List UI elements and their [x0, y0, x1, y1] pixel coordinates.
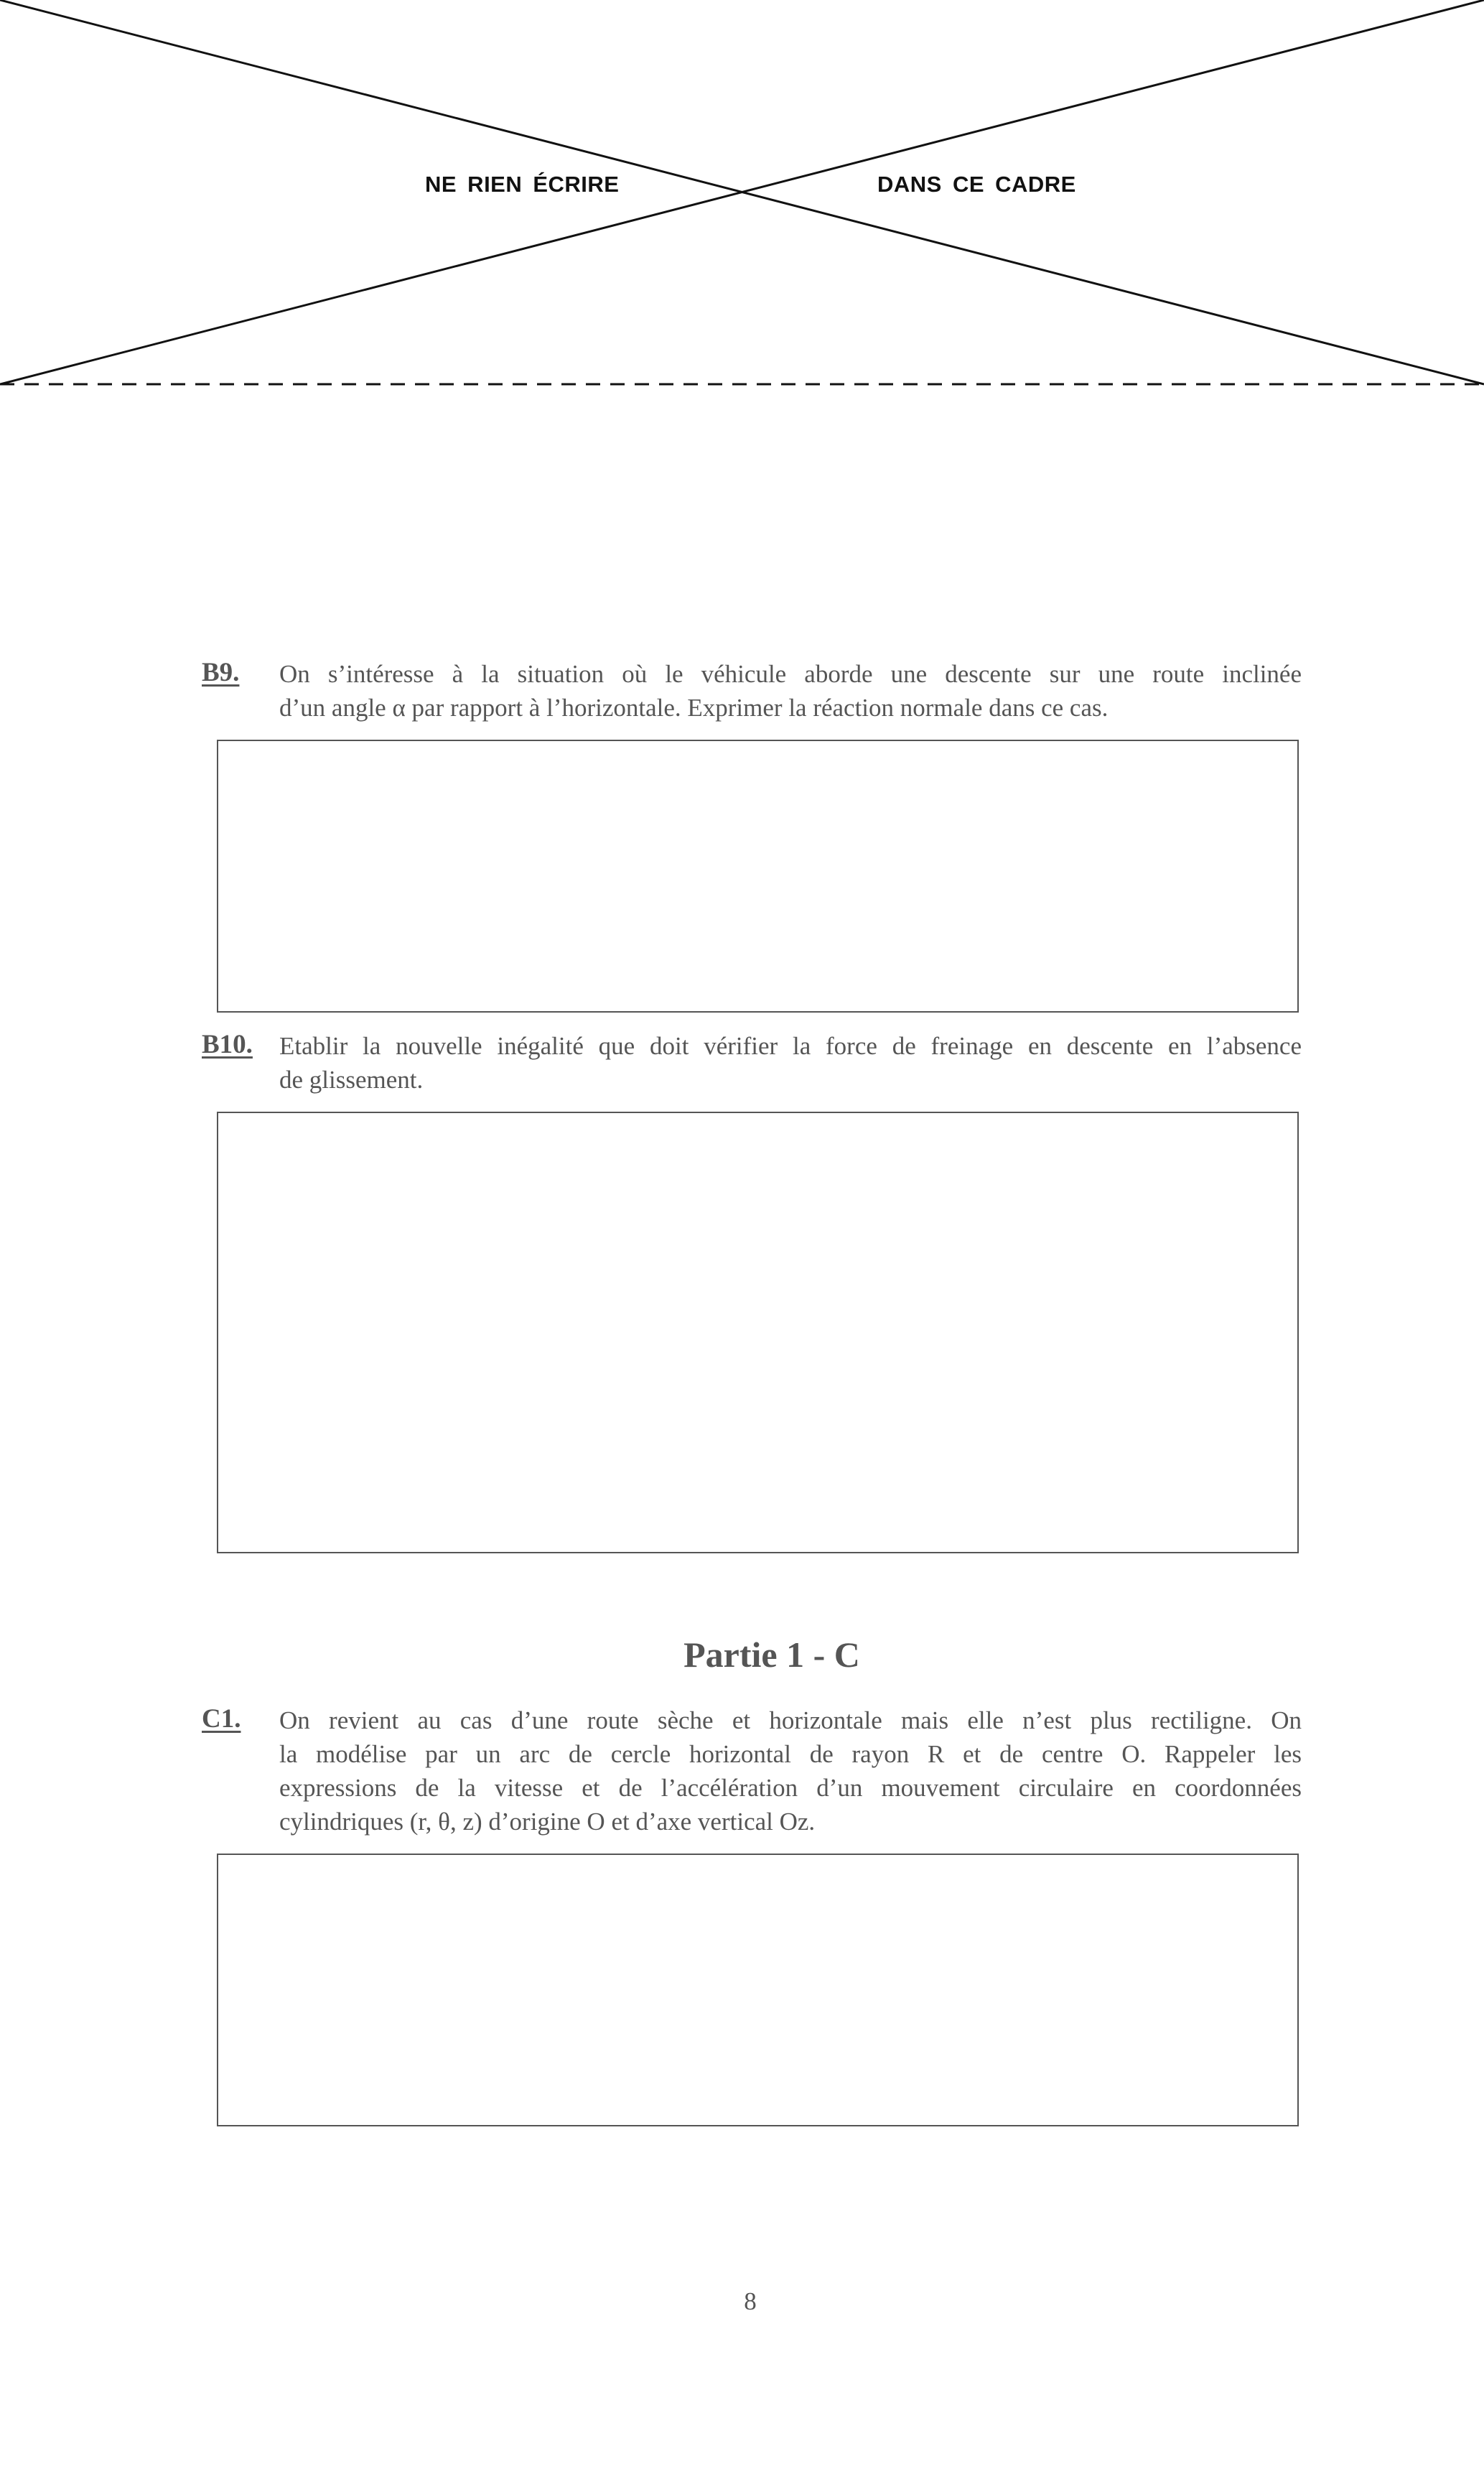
question-line: d’un angle α par rapport à l’horizontale. Exprimer la réaction normale dans ce cas. [279, 694, 1109, 722]
question-number: B9. [202, 658, 240, 687]
question-line: la modélise par un arc de cercle horizontal de rayon R et de centre O. Rappeler les [279, 1740, 1302, 1768]
question-line: On s’intéresse à la situation où le véhicule aborde une descente sur une route inclinée [279, 660, 1302, 688]
question-text [279, 657, 1302, 725]
question-line: On revient au cas d’une route sèche et horizontale mais elle n’est plus rectiligne. On [279, 1706, 1302, 1734]
question-number: C1. [202, 1704, 241, 1734]
question-line: Etablir la nouvelle inégalité que doit vérifier la force de freinage en descente en l’absence [279, 1032, 1302, 1060]
question-number: B10. [202, 1030, 253, 1059]
part-title: Partie 1 - C [683, 1634, 860, 1675]
answer-box[interactable] [217, 740, 1299, 1013]
question-text [279, 1029, 1302, 1097]
header-left-text: NE RIEN ÉCRIRE [425, 172, 620, 197]
answer-box[interactable] [217, 1854, 1299, 2126]
page-number: 8 [744, 2287, 757, 2315]
question-line: cylindriques (r, θ, z) d’origine O et d’axe vertical Oz. [279, 1808, 816, 1836]
no-write-frame [0, 0, 1484, 402]
question-line: de glissement. [279, 1066, 424, 1094]
answer-box[interactable] [217, 1112, 1299, 1553]
question-line: expressions de la vitesse et de l’accélération d’un mouvement circulaire en coordonnées [279, 1774, 1302, 1802]
header-right-text: DANS CE CADRE [877, 172, 1076, 197]
question-text [279, 1703, 1302, 1838]
